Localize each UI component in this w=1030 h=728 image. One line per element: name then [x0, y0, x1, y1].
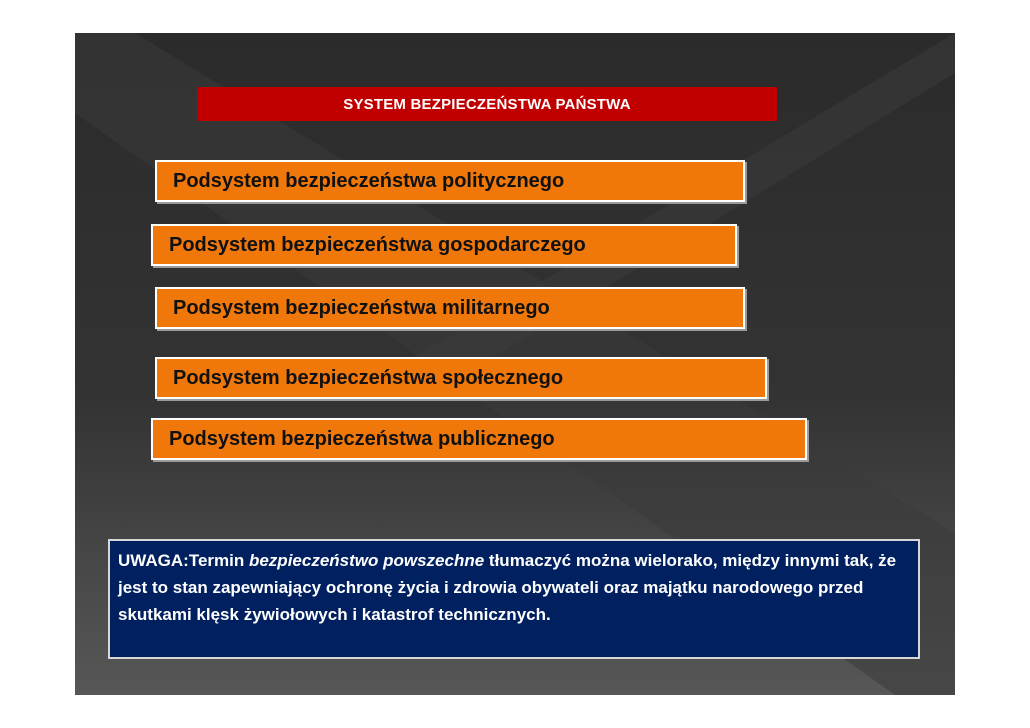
slide-title: SYSTEM BEZPIECZEŃSTWA PAŃSTWA — [197, 87, 777, 121]
note-box — [108, 539, 920, 659]
note-prefix: UWAGA:Termin — [118, 551, 249, 570]
subsystem-economic: Podsystem bezpieczeństwa gospodarczego — [151, 224, 737, 266]
subsystem-social: Podsystem bezpieczeństwa społecznego — [155, 357, 767, 399]
subsystem-political: Podsystem bezpieczeństwa politycznego — [155, 160, 745, 202]
slide — [75, 33, 955, 695]
note-term: bezpieczeństwo powszechne — [248, 551, 485, 570]
subsystem-public: Podsystem bezpieczeństwa publicznego — [151, 418, 807, 460]
subsystem-military: Podsystem bezpieczeństwa militarnego — [155, 287, 745, 329]
note-text: tłumaczyć można wielorako, między innymi tak, że jest to stan zapewniający ochronę życia i zdrowia obywateli oraz majątku narodowego przed skutkami klęsk żywiołowych i katastrof technicznych. — [118, 551, 897, 624]
